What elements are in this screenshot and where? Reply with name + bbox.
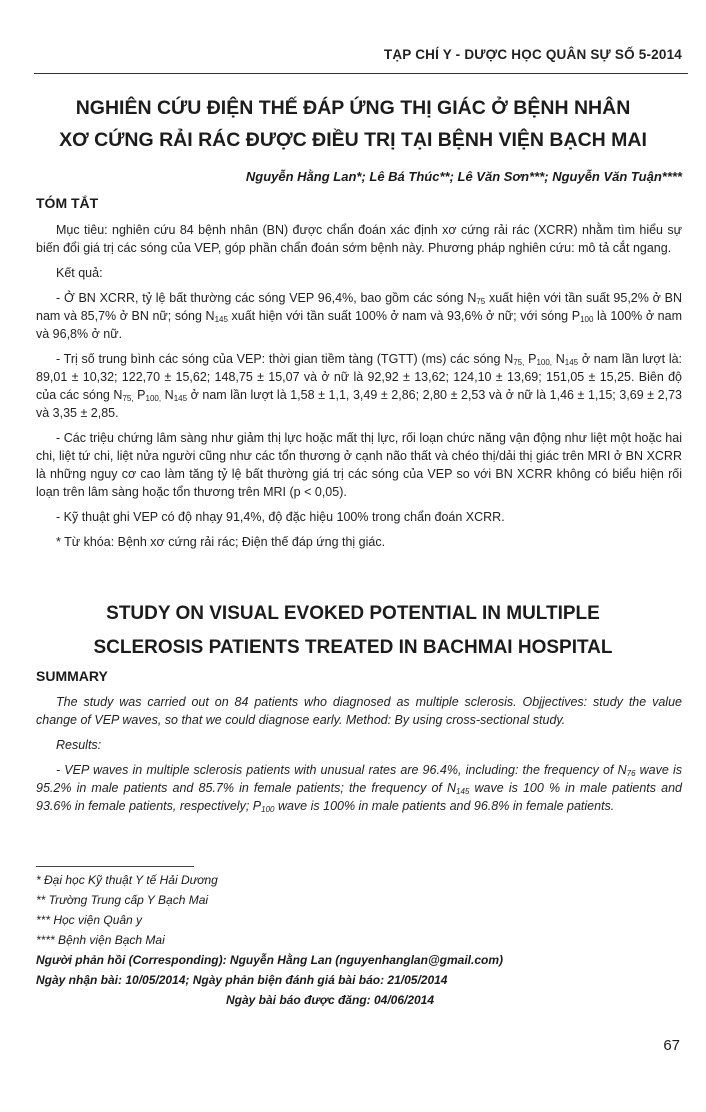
- abstract-vn-keywords: * Từ khóa: Bệnh xơ cứng rải rác; Điện thế đáp ứng thị giác.: [56, 535, 386, 549]
- footnote-affiliation-2: ** Trường Trung cấp Y Bạch Mai: [36, 893, 209, 907]
- abstract-vn-p3: - Ở BN XCRR, tỷ lệ bất thường các sóng VEP 96,4%, bao gồm các sóng $N_{75}$ xuất hiện với tần suất 95,2% ở BN nam và 85,7% ở BN nữ; sóng $N_{145}$ xuất hiện với tần suất 100% ở nam và 93,6% ở nữ; với sóng $P_{100}$ là 100% ở nam và 96,8% ở nữ.: [36, 291, 682, 341]
- summary-heading: SUMMARY: [36, 668, 108, 684]
- summary-p3: - VEP waves in multiple sclerosis patients with unusual rates are 96.4%, including: the frequency of $N_{76}$ wave is 95.2% in male patients and 85.7% in female patients; the frequency of $N_{145}$ wave is 100 % in male patients and 93.6% in female patients, respectively; $P_{100}$ wave is 100% in male patients and 96.8% in female patients.: [36, 763, 682, 814]
- footnote-affiliation-1: * Đại học Kỹ thuật Y tế Hải Dương: [36, 873, 218, 887]
- title-vn-line-2: XƠ CỨNG RẢI RÁC ĐƯỢC ĐIỀU TRỊ TẠI BỆNH VIỆN BẠCH MAI: [59, 129, 647, 151]
- footnote-rule: [36, 866, 194, 867]
- title-en-line-1: STUDY ON VISUAL EVOKED POTENTIAL IN MULTIPLE: [106, 603, 600, 624]
- journal-header: TẠP CHÍ Y - DƯỢC HỌC QUÂN SỰ SỐ 5-2014: [383, 47, 682, 62]
- title-english: [0, 597, 706, 665]
- abstract-vn-p2: Kết quả:: [56, 266, 103, 280]
- abstract-vn-p5: - Các triệu chứng lâm sàng như giảm thị lực hoặc mất thị lực, rối loạn chức năng vận động như liệt một hoặc hai chi, liệt tứ chi, liệt nửa người cũng như các tổn thương ở cạnh não thất và chéo thị/dải thị giác trên MRI ở BN XCRR là những nguy cơ cao làm tăng tỷ lệ bất thường giá trị các sóng của VEP so với BN XCRR không có biểu hiện rối loạn trên lâm sàng hoặc tổn thương trên MRI (p < 0,05).: [36, 431, 682, 499]
- title-vietnamese: [0, 92, 706, 156]
- submission-dates: Ngày nhận bài: 10/05/2014; Ngày phản biện đánh giá bài báo: 21/05/2014: [36, 973, 448, 987]
- abstract-vn-p4: - Trị số trung bình các sóng của VEP: thời gian tiềm tàng (TGTT) (ms) các sóng $N_{75,}$ $P_{100,}$ $N_{145}$ ở nam lần lượt là: 89,01 ± 10,32; 122,70 ± 15,62; 148,75 ± 15,07 và ở nữ là 92,92 ± 13,62; 124,10 ± 13,69; 151,05 ± 15,25. Biên độ của các sóng $N_{75,}$ $P_{100,}$ $N_{145}$ ở nam lần lượt là 1,58 ± 1,1, 3,49 ± 2,86; 2,80 ± 2,53 và ở nữ là 1,46 ± 1,15; 3,69 ± 2,73 và 3,35 ± 2,85.: [36, 352, 683, 420]
- title-en-line-2: SCLEROSIS PATIENTS TREATED IN BACHMAI HOSPITAL: [93, 637, 613, 658]
- header-rule: [34, 73, 688, 74]
- publication-date: Ngày bài báo được đăng: 04/06/2014: [226, 993, 435, 1007]
- title-vn-line-1: NGHIÊN CỨU ĐIỆN THẾ ĐÁP ỨNG THỊ GIÁC Ở BỆNH NHÂN: [75, 97, 631, 119]
- abstract-vn-p1: Mục tiêu: nghiên cứu 84 bệnh nhân (BN) được chẩn đoán xác định xơ cứng rải rác (XCRR) nhằm tìm hiểu sự biến đổi giá trị các sóng của VEP, góp phần chẩn đoán sớm bệnh này. Phương pháp nghiên cứu: mô tả cắt ngang.: [36, 223, 682, 255]
- summary-p1: The study was carried out on 84 patients who diagnosed as multiple sclerosis. Objjectives: study the value change of VEP waves, so that we could diagnose early. Method: By using cross-sectional study.: [36, 695, 682, 727]
- footnote-affiliation-4: **** Bệnh viện Bạch Mai: [36, 933, 165, 947]
- authors: Nguyễn Hằng Lan*; Lê Bá Thúc**; Lê Văn Sơn***; Nguyễn Văn Tuận****: [245, 169, 682, 184]
- abstract-vn-p6: - Kỹ thuật ghi VEP có độ nhạy 91,4%, độ đặc hiệu 100% trong chẩn đoán XCRR.: [56, 510, 505, 524]
- summary-p2: Results:: [56, 738, 102, 752]
- footnotes: [36, 870, 503, 1010]
- page-number: 67: [663, 1037, 680, 1054]
- abstract-vn-body: [36, 221, 682, 551]
- footnote-affiliation-3: *** Học viện Quân y: [36, 913, 143, 927]
- abstract-vn-heading: TÓM TẮT: [36, 195, 99, 211]
- corresponding-author: Người phản hồi (Corresponding): Nguyễn Hằng Lan (nguyenhanglan@gmail.com): [36, 953, 503, 967]
- summary-body: [36, 693, 682, 815]
